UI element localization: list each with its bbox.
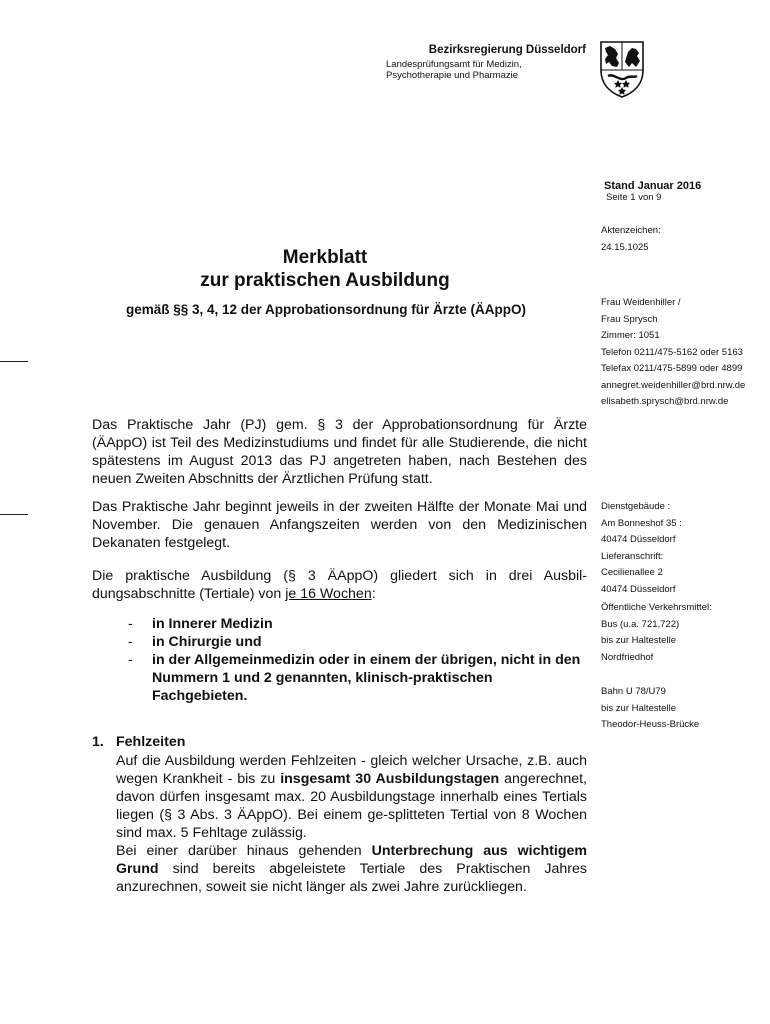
underlined-text: je 16 Wochen: [285, 586, 372, 602]
address-line: 40474 Düsseldorf: [601, 534, 676, 545]
paragraph: [92, 567, 587, 603]
title-line: Merkblatt: [282, 247, 368, 268]
list-dash: -: [128, 616, 133, 632]
transit-line: Bahn U 78/U79: [601, 686, 666, 697]
document-subtitle: gemäß §§ 3, 4, 12 der Approbationsordnung für Ärzte (ÄAppO): [125, 302, 527, 317]
paragraph: Das Praktische Jahr (PJ) gem. § 3 der Approbationsordnung für Ärzte (ÄAppO) ist Teil des Medizinstudiums und findet für alle Studierende, die nicht spätestens im August 2013 das PJ angetreten haben, nach Bestehen des neuen Zweiten Abschnitts der Ärztlichen Prüfung statt.: [92, 417, 587, 487]
paragraph: Das Praktische Jahr beginnt jeweils in der zweiten Hälfte der Monate Mai und November. Die genauen Anfangszeiten werden von den Medizinischen Dekanaten festgelegt.: [92, 499, 587, 551]
authority-name: Bezirksregierung Düsseldorf: [428, 44, 586, 56]
list-item: [128, 615, 588, 633]
bold-text: insgesamt 30 Ausbildungstagen: [280, 771, 500, 787]
transit-line: Bus (u.a. 721,722): [601, 618, 680, 630]
transit-line: bis zur Haltestelle: [601, 702, 676, 714]
contact-block: [601, 295, 766, 411]
list-item-text: in Chirurgie und: [152, 634, 262, 650]
transit-block: [601, 600, 766, 666]
transit-block-rail: [601, 684, 766, 734]
contact-email: elisabeth.sprysch@brd.nrw.de: [601, 396, 729, 407]
address-line: Dienstgebäude :: [601, 501, 671, 512]
transit-line: Öffentliche Verkehrsmittel:: [601, 602, 712, 613]
page-number: Seite 1 von 9: [606, 192, 662, 203]
authority-department: [386, 59, 568, 81]
section-number: 1.: [92, 734, 104, 750]
contact-fax: Telefax 0211/475-5899 oder 4899: [601, 363, 743, 374]
address-line: Cecilienallee 2: [601, 567, 663, 578]
department-line: Landesprüfungsamt für Medizin,: [386, 59, 522, 70]
section-title: Fehlzeiten: [116, 734, 186, 750]
file-reference-number: 24.15.1025: [601, 241, 649, 253]
section-body: [116, 752, 587, 896]
contact-line: Frau Weidenhiller /: [601, 297, 681, 308]
list-dash: -: [128, 634, 133, 650]
section-text: angerechnet, davon dürfen insgesamt max. 20 Ausbildungstage innerhalb eines Tertials liegen (§ 3 Abs. 3 ÄAppO). Bei einem ge-splitteten Tertial von 8 Wochen sind max. 5 Fehltage zulässig.: [116, 771, 587, 841]
section-text: Auf die Ausbildung werden Fehlzeiten - gleich welcher Ursache, z.B. auch wegen Krankheit - bis zu: [116, 753, 587, 787]
address-line: Lieferanschrift:: [601, 550, 664, 562]
document-date: Stand Januar 2016: [604, 180, 702, 192]
tertial-list: [128, 615, 588, 705]
list-item-text: in Innerer Medizin: [152, 616, 273, 632]
list-item: [128, 633, 588, 651]
address-line: 40474 Düsseldorf: [601, 583, 676, 595]
list-item: [128, 651, 588, 705]
document-title: [120, 246, 530, 292]
transit-line: bis zur Haltestelle: [601, 635, 676, 646]
file-reference-label: Aktenzeichen:: [601, 225, 661, 236]
fold-mark: [0, 514, 28, 515]
contact-email: annegret.weidenhiller@brd.nrw.de: [601, 379, 746, 391]
section-text: sind bereits abgeleistete Tertiale des Praktischen Jahres anzurechnen, soweit sie nicht länger als zwei Jahre zurückliegen.: [116, 861, 587, 895]
contact-room: Zimmer: 1051: [601, 330, 660, 341]
transit-line: Nordfriedhof: [601, 651, 654, 663]
paragraph-text: :: [371, 586, 376, 602]
contact-line: Frau Sprysch: [601, 313, 658, 325]
transit-line: Theodor-Heuss-Brücke: [601, 719, 700, 730]
section-text: Bei einer darüber hinaus gehenden: [116, 843, 372, 859]
contact-phone: Telefon 0211/475-5162 oder 5163: [601, 346, 743, 358]
address-line: Am Bonneshof 35 :: [601, 517, 682, 529]
address-block: [601, 499, 766, 598]
bold-text: Unterbrechung aus wichtigem Grund: [116, 843, 587, 877]
paragraph-text: Die praktische Ausbildung (§ 3 ÄAppO) gliedert sich in drei Ausbil-dungsabschnitte (Tertiale) von: [92, 568, 587, 602]
fold-mark: [0, 361, 28, 362]
list-item-text: in der Allgemeinmedizin oder in einem der übrigen, nicht in den Nummern 1 und 2 genannten, klinisch-praktischen Fachgebieten.: [152, 652, 581, 704]
title-line: zur praktischen Ausbildung: [200, 270, 450, 291]
nrw-coat-of-arms-logo: [598, 40, 646, 98]
file-reference: [601, 223, 766, 256]
department-line: Psychotherapie und Pharmazie: [386, 70, 519, 81]
list-dash: -: [128, 652, 133, 668]
